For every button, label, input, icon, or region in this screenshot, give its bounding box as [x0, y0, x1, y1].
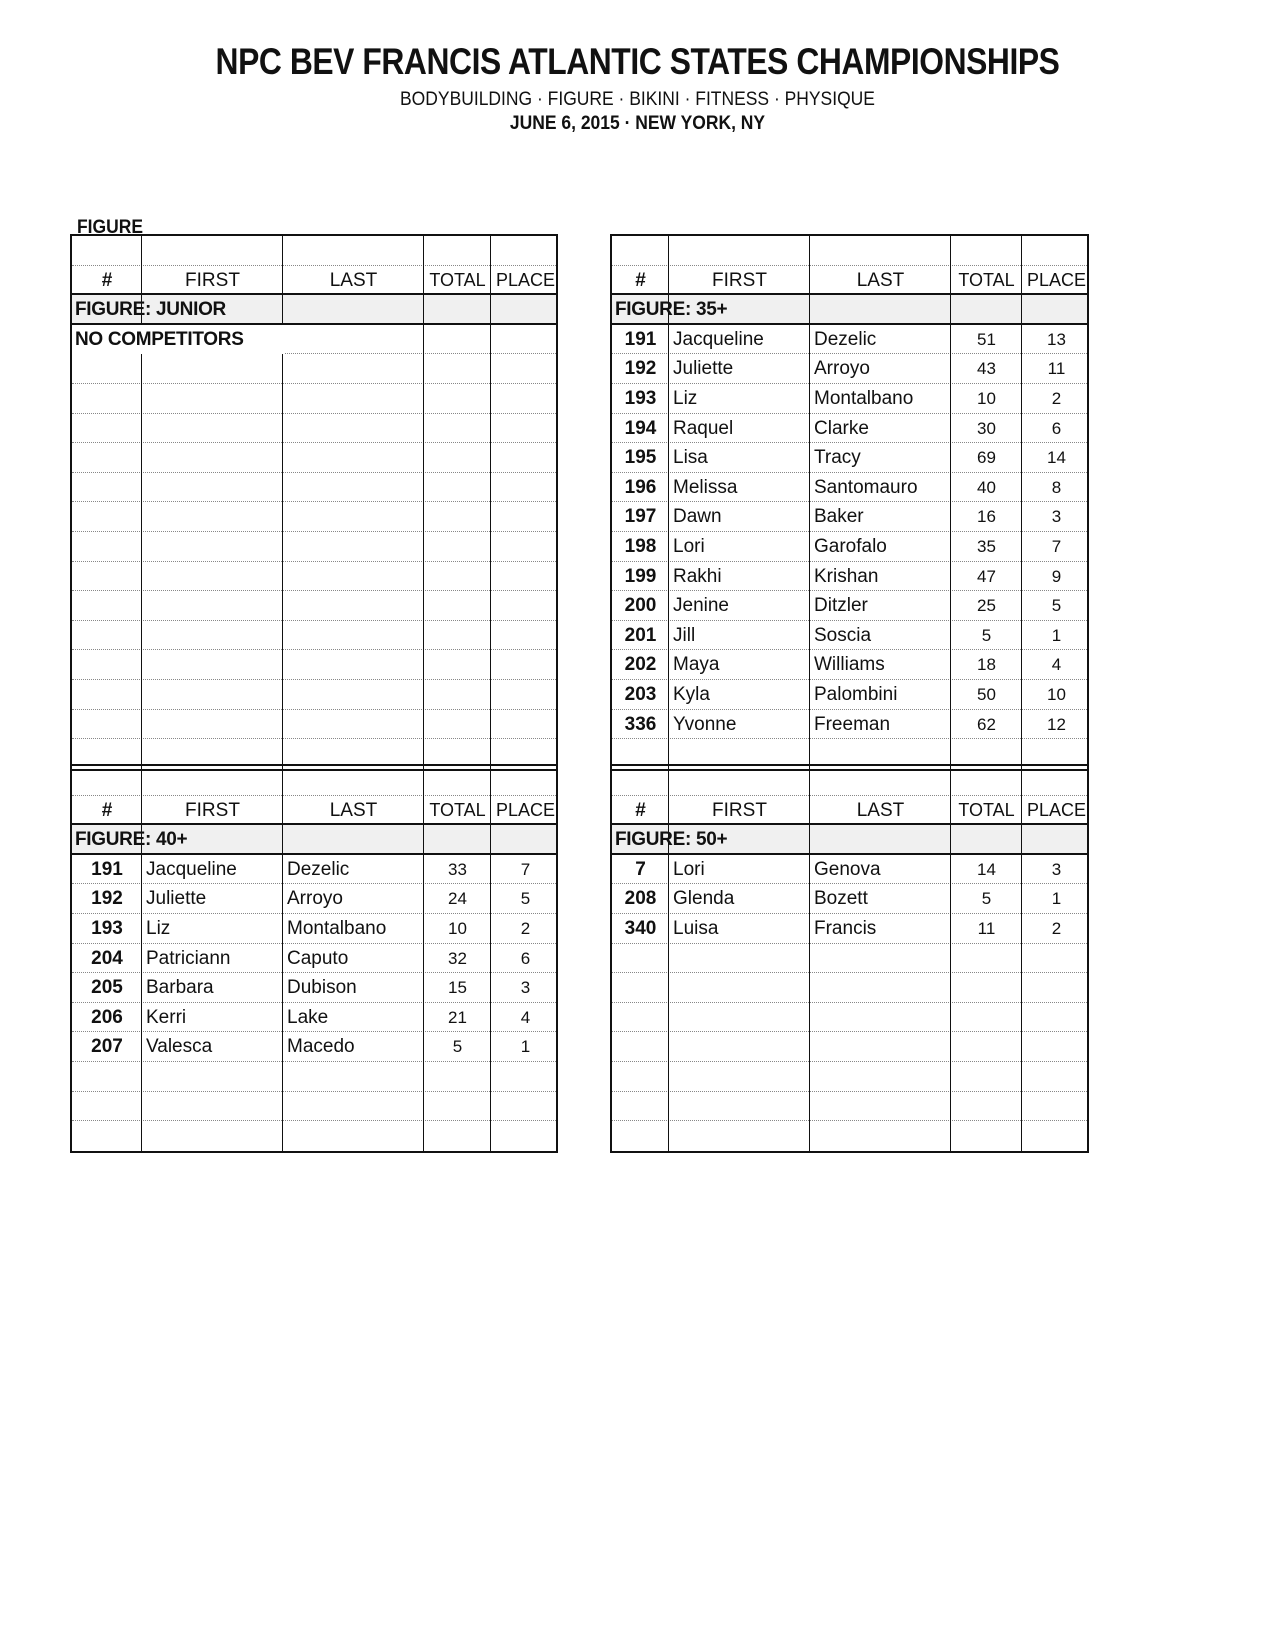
cell-place: 14 — [1047, 448, 1066, 468]
cell-last: Dezelic — [814, 328, 877, 350]
cell-total: 43 — [977, 359, 996, 379]
cell-last: Montalbano — [814, 388, 914, 409]
column-header-place: PLACE — [495, 269, 556, 290]
cell-last: Dubison — [287, 977, 357, 999]
table-row — [72, 414, 556, 444]
cell-last: Montalbano — [287, 918, 387, 939]
cell-last: Genova — [814, 858, 881, 880]
table-row — [72, 766, 556, 796]
column-header-last: LAST — [856, 799, 905, 821]
cell-first: Valesca — [146, 1036, 213, 1058]
event-date-location: JUNE 6, 2015 · NEW YORK, NY — [509, 113, 766, 134]
category-label: FIGURE: JUNIOR — [75, 299, 226, 321]
column-header-first: FIRST — [185, 269, 240, 291]
column-header-first: FIRST — [712, 269, 767, 291]
table-row — [612, 1092, 1087, 1122]
cell-place: 7 — [1051, 537, 1062, 556]
cell-total: 11 — [977, 919, 996, 938]
cell-first: Jenine — [673, 595, 729, 617]
cell-first: Maya — [673, 654, 720, 676]
results-table — [70, 234, 558, 771]
table-row — [72, 591, 556, 621]
cell-last: Freeman — [814, 713, 891, 735]
cell-place: 5 — [520, 889, 531, 909]
cell-num: 192 — [624, 358, 657, 380]
cell-last: Palombini — [814, 684, 898, 705]
cell-place: 11 — [1047, 359, 1066, 379]
page-header — [0, 40, 1275, 136]
cell-total: 15 — [448, 978, 467, 998]
table-row — [72, 562, 556, 592]
column-divider — [490, 236, 491, 769]
cell-first: Jacqueline — [146, 858, 237, 880]
cell-first: Raquel — [673, 417, 734, 439]
cell-last: Soscia — [814, 624, 872, 646]
cell-total: 24 — [448, 889, 467, 909]
cell-first: Rakhi — [673, 565, 722, 587]
cell-last: Dezelic — [287, 858, 350, 880]
cell-num: 199 — [624, 565, 657, 587]
cell-place: 2 — [520, 919, 531, 938]
table-row — [72, 502, 556, 532]
column-header-num: # — [101, 269, 113, 291]
cell-num: 207 — [91, 1036, 123, 1058]
cell-num: 200 — [624, 595, 657, 617]
cell-first: Melissa — [673, 476, 738, 498]
cell-num: 196 — [624, 476, 657, 498]
cell-first: Kerri — [146, 1006, 187, 1028]
results-table — [610, 234, 1089, 771]
cell-total: 50 — [977, 685, 996, 704]
cell-total: 10 — [977, 389, 996, 408]
cell-place: 1 — [1051, 625, 1062, 645]
cell-total: 21 — [448, 1007, 467, 1027]
table-row — [72, 710, 556, 740]
column-header-last: LAST — [856, 269, 905, 291]
cell-num: 201 — [624, 624, 657, 646]
cell-place: 3 — [1051, 859, 1062, 879]
cell-num: 191 — [624, 328, 657, 350]
cell-total: 25 — [977, 596, 996, 616]
cell-total: 33 — [448, 859, 467, 879]
table-row — [72, 384, 556, 414]
cell-first: Juliette — [146, 888, 207, 910]
cell-total: 5 — [452, 1037, 463, 1057]
column-header-total: TOTAL — [429, 269, 486, 290]
cell-num: 193 — [91, 918, 123, 939]
cell-first: Lori — [673, 858, 705, 880]
table-row — [72, 650, 556, 680]
cell-place: 12 — [1047, 714, 1066, 734]
table-row — [72, 354, 556, 384]
column-header-total: TOTAL — [429, 799, 486, 820]
cell-last: Tracy — [814, 447, 861, 469]
cell-first: Yvonne — [673, 713, 737, 735]
cell-first: Liz — [146, 918, 171, 939]
cell-num: 198 — [624, 536, 657, 557]
cell-first: Liz — [673, 388, 698, 409]
cell-last: Caputo — [287, 947, 349, 969]
cell-total: 18 — [977, 655, 996, 675]
category-label: FIGURE: 50+ — [615, 829, 728, 851]
column-header-last: LAST — [329, 799, 378, 821]
column-header-first: FIRST — [712, 799, 767, 821]
column-divider — [282, 236, 283, 769]
cell-last: Arroyo — [814, 358, 870, 380]
table-row — [72, 473, 556, 503]
cell-total: 14 — [977, 859, 996, 879]
cell-place: 13 — [1047, 329, 1066, 349]
cell-num: 205 — [91, 977, 123, 999]
cell-total: 35 — [977, 537, 996, 556]
cell-first: Patriciann — [146, 947, 231, 969]
cell-last: Bozett — [814, 888, 868, 910]
cell-total: 16 — [977, 507, 996, 527]
column-header-total: TOTAL — [958, 269, 1015, 290]
cell-num: 340 — [624, 918, 657, 939]
cell-place: 6 — [520, 948, 531, 968]
cell-place: 4 — [1051, 655, 1062, 675]
page-subtitle: BODYBUILDING · FIGURE · BIKINI · FITNESS · PHYSIQUE — [400, 89, 875, 110]
cell-first: Juliette — [673, 358, 734, 380]
column-header-total: TOTAL — [958, 799, 1015, 820]
cell-num: 192 — [91, 888, 123, 910]
cell-place: 2 — [1051, 919, 1062, 938]
cell-num: 197 — [624, 506, 657, 528]
cell-total: 69 — [977, 448, 996, 468]
table-row — [612, 1121, 1087, 1151]
no-competitors-note: NO COMPETITORS — [72, 325, 284, 355]
cell-num: 204 — [91, 947, 123, 969]
table-row — [72, 1092, 556, 1122]
column-header-num: # — [101, 799, 113, 821]
cell-num: 208 — [624, 888, 657, 910]
table-row — [612, 973, 1087, 1003]
cell-num: 202 — [624, 654, 657, 676]
cell-place: 1 — [1051, 889, 1062, 909]
cell-first: Barbara — [146, 977, 214, 999]
category-label: FIGURE: 35+ — [615, 299, 728, 321]
table-row — [72, 443, 556, 473]
cell-place: 10 — [1047, 685, 1066, 704]
cell-first: Lisa — [673, 447, 708, 469]
cell-total: 10 — [448, 919, 467, 938]
cell-place: 3 — [1051, 507, 1062, 527]
cell-num: 203 — [624, 684, 657, 705]
table-row — [612, 944, 1087, 974]
cell-last: Williams — [814, 654, 885, 676]
cell-last: Francis — [814, 918, 877, 939]
table-row — [72, 1121, 556, 1151]
results-table — [610, 764, 1089, 1153]
column-header-last: LAST — [329, 269, 378, 291]
cell-total: 5 — [981, 625, 992, 645]
cell-last: Arroyo — [287, 888, 343, 910]
cell-last: Lake — [287, 1006, 329, 1028]
cell-last: Ditzler — [814, 595, 868, 617]
cell-total: 62 — [977, 714, 996, 734]
cell-place: 1 — [520, 1037, 531, 1057]
cell-place: 6 — [1051, 418, 1062, 438]
cell-num: 194 — [624, 417, 657, 439]
cell-place: 3 — [520, 978, 531, 998]
cell-total: 5 — [981, 889, 992, 909]
column-header-place: PLACE — [1026, 799, 1087, 820]
table-row — [72, 621, 556, 651]
cell-last: Garofalo — [814, 536, 887, 557]
column-header-num: # — [635, 799, 646, 821]
cell-last: Baker — [814, 506, 864, 528]
cell-first: Luisa — [673, 918, 719, 939]
cell-first: Lori — [673, 536, 705, 557]
table-row — [72, 1062, 556, 1092]
cell-num: 193 — [624, 388, 657, 409]
table-row — [72, 680, 556, 710]
results-table — [70, 764, 558, 1153]
cell-first: Jill — [673, 624, 696, 646]
cell-last: Clarke — [814, 417, 869, 439]
cell-num: 336 — [624, 713, 657, 735]
column-divider — [423, 236, 424, 769]
cell-last: Macedo — [287, 1036, 355, 1058]
cell-num: 195 — [624, 447, 657, 469]
table-row — [612, 1032, 1087, 1062]
table-row — [612, 766, 1087, 796]
cell-num: 206 — [91, 1006, 123, 1028]
cell-place: 9 — [1051, 566, 1062, 586]
cell-total: 32 — [448, 948, 467, 968]
cell-place: 8 — [1051, 477, 1062, 497]
cell-last: Santomauro — [814, 476, 918, 498]
cell-first: Jacqueline — [673, 328, 764, 350]
section-label: FIGURE — [77, 217, 144, 238]
cell-first: Dawn — [673, 506, 722, 528]
column-header-num: # — [635, 269, 646, 291]
cell-place: 5 — [1051, 596, 1062, 616]
table-row — [612, 1003, 1087, 1033]
category-label: FIGURE: 40+ — [75, 829, 188, 851]
cell-first: Glenda — [673, 888, 735, 910]
table-row — [72, 532, 556, 562]
cell-total: 30 — [977, 418, 996, 438]
cell-num: 191 — [91, 858, 123, 880]
cell-place: 7 — [520, 859, 531, 879]
column-header-place: PLACE — [495, 799, 556, 820]
cell-num: 7 — [635, 858, 646, 880]
page-title: NPC BEV FRANCIS ATLANTIC STATES CHAMPIONSHIPS — [215, 41, 1060, 82]
cell-place: 2 — [1051, 389, 1062, 408]
cell-place: 4 — [520, 1007, 531, 1027]
cell-total: 47 — [977, 566, 996, 586]
table-row — [612, 1062, 1087, 1092]
cell-last: Krishan — [814, 565, 879, 587]
table-row — [72, 236, 556, 266]
table-row — [612, 236, 1087, 266]
cell-first: Kyla — [673, 684, 710, 705]
cell-total: 51 — [977, 329, 996, 349]
column-header-first: FIRST — [185, 799, 240, 821]
cell-total: 40 — [977, 477, 996, 497]
column-header-place: PLACE — [1026, 269, 1087, 290]
